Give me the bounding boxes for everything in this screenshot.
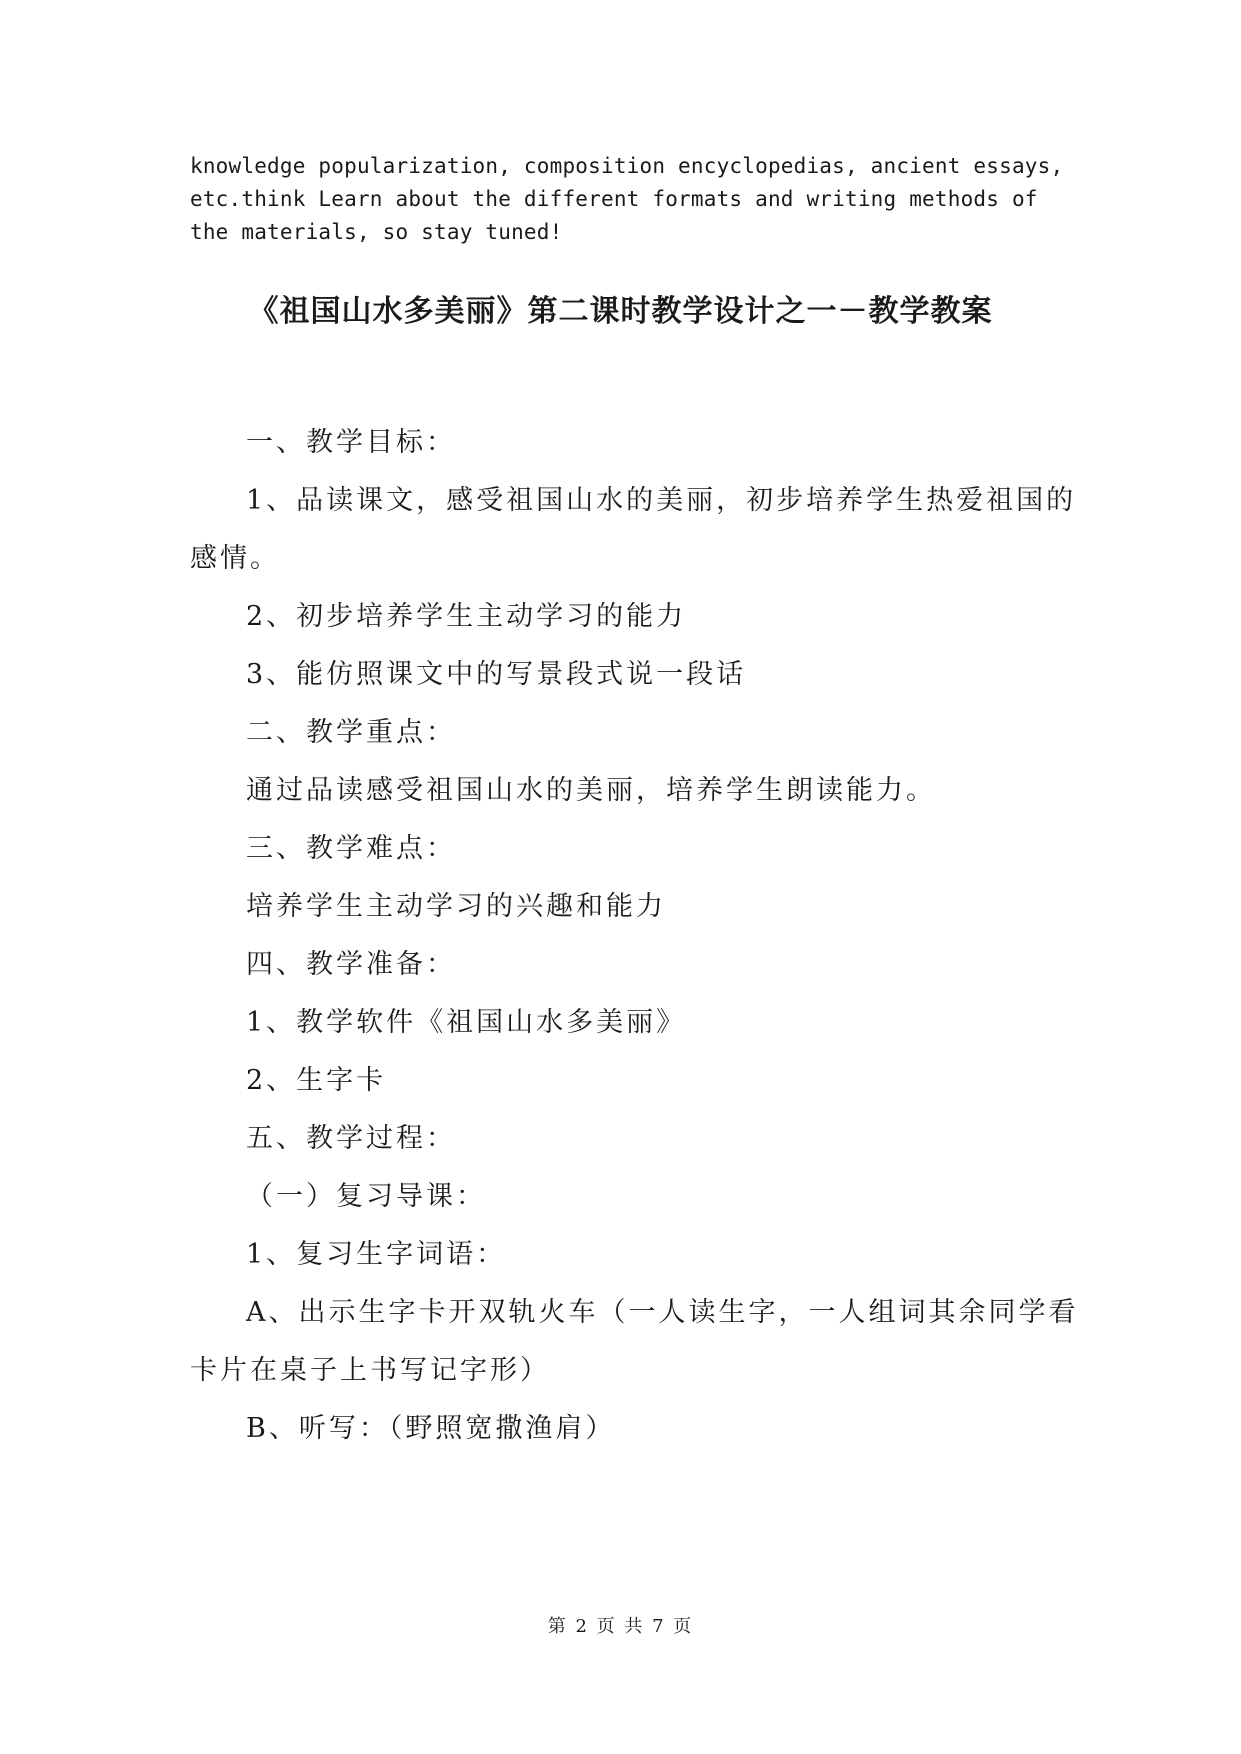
intro-line: the materials, so stay tuned! bbox=[190, 220, 563, 244]
intro-paragraph bbox=[190, 150, 1090, 249]
intro-line: etc.think Learn about the different formats and writing methods of bbox=[190, 187, 1038, 211]
intro-line: knowledge popularization, composition encyclopedias, ancient essays, bbox=[190, 154, 1064, 178]
section-heading: 一、教学目标： bbox=[246, 427, 456, 458]
body-line: 卡片在桌子上书写记字形） bbox=[190, 1355, 550, 1386]
section-heading: 三、教学难点： bbox=[246, 833, 456, 864]
body-line: B、听写：（野照宽撒渔肩） bbox=[246, 1413, 616, 1444]
section-heading: 四、教学准备： bbox=[246, 949, 456, 980]
body-line: 感情。 bbox=[190, 543, 280, 574]
body-line: 3、能仿照课文中的写景段式说一段话 bbox=[246, 659, 747, 690]
body-line: 1、教学软件《祖国山水多美丽》 bbox=[246, 1007, 687, 1038]
body-line: 通过品读感受祖国山水的美丽，培养学生朗读能力。 bbox=[246, 775, 936, 806]
body-line: 1、品读课文，感受祖国山水的美丽，初步培养学生热爱祖国的 bbox=[246, 485, 1077, 516]
body-line: 1、复习生字词语： bbox=[246, 1239, 507, 1270]
section-heading: 二、教学重点： bbox=[246, 717, 456, 748]
section-heading: 五、教学过程： bbox=[246, 1123, 456, 1154]
subsection-heading: （一）复习导课： bbox=[246, 1181, 486, 1212]
document-title: 《祖国山水多美丽》第二课时教学设计之一－教学教案 bbox=[248, 294, 993, 329]
body-line: 2、初步培养学生主动学习的能力 bbox=[246, 601, 687, 632]
body-line: 培养学生主动学习的兴趣和能力 bbox=[246, 891, 666, 922]
page-number-footer: 第 2 页 共 7 页 bbox=[547, 1616, 694, 1637]
body-line: A、出示生字卡开双轨火车（一人读生字，一人组词其余同学看 bbox=[246, 1297, 1079, 1328]
body-line: 2、生字卡 bbox=[246, 1065, 387, 1096]
